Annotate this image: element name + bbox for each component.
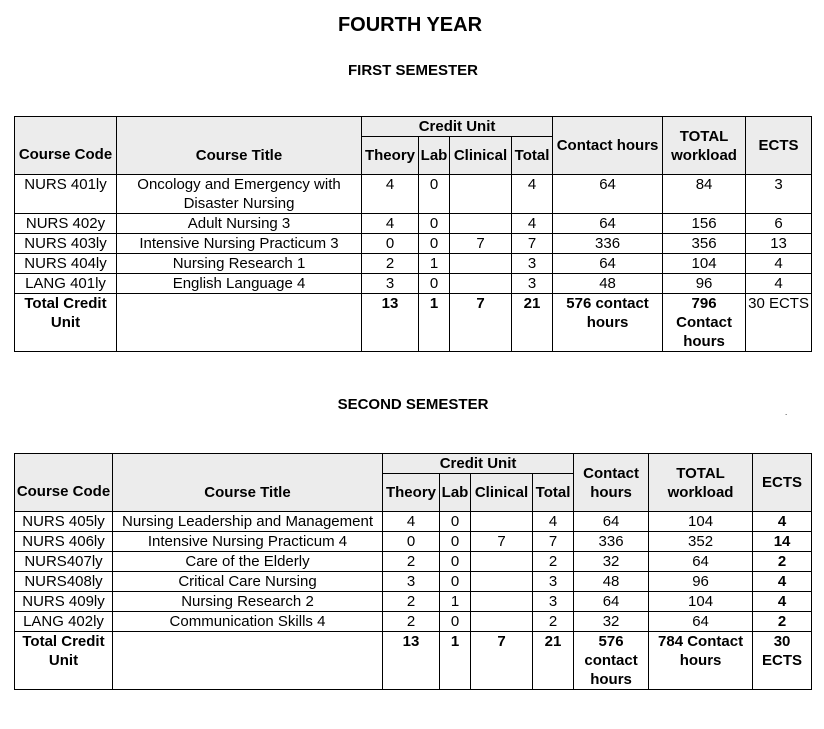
total-course-title xyxy=(117,294,362,352)
cell-theory: 0 xyxy=(383,532,440,552)
cell-contact-hours: 64 xyxy=(553,175,663,214)
header-clinical: Clinical xyxy=(471,474,533,512)
cell-total: 3 xyxy=(512,274,553,294)
cell-course-title: Nursing Research 1 xyxy=(117,254,362,274)
cell-total-workload: 104 xyxy=(649,592,753,612)
cell-lab: 0 xyxy=(440,532,471,552)
cell-total: 3 xyxy=(533,592,574,612)
cell-theory: 4 xyxy=(362,175,419,214)
cell-course-title: Adult Nursing 3 xyxy=(117,214,362,234)
second-semester-heading: SECOND SEMESTER xyxy=(337,396,489,413)
cell-lab: 0 xyxy=(440,572,471,592)
header-lab: Lab xyxy=(419,137,450,175)
cell-course-title: Care of the Elderly xyxy=(113,552,383,572)
cell-course-code: NURS 404ly xyxy=(15,254,117,274)
cell-total-workload: 96 xyxy=(663,274,746,294)
second-semester-table xyxy=(14,453,812,690)
header-course-title: Course Title xyxy=(117,117,362,175)
cell-course-title: Critical Care Nursing xyxy=(113,572,383,592)
cell-total-workload: 104 xyxy=(649,512,753,532)
total-clinical: 7 xyxy=(471,632,533,690)
table-row xyxy=(15,612,812,632)
cell-theory: 0 xyxy=(362,234,419,254)
header-clinical: Clinical xyxy=(450,137,512,175)
cell-contact-hours: 64 xyxy=(553,254,663,274)
total-clinical: 7 xyxy=(450,294,512,352)
total-ects: 30 ECTS xyxy=(753,632,812,690)
cell-theory: 2 xyxy=(383,592,440,612)
header-total: Total xyxy=(512,137,553,175)
cell-lab: 0 xyxy=(440,612,471,632)
stray-dot: . xyxy=(785,408,788,417)
cell-lab: 1 xyxy=(440,592,471,612)
cell-total: 4 xyxy=(512,175,553,214)
cell-contact-hours: 64 xyxy=(553,214,663,234)
cell-contact-hours: 32 xyxy=(574,612,649,632)
cell-theory: 4 xyxy=(362,214,419,234)
total-contact-hours: 576 contact hours xyxy=(553,294,663,352)
total-row xyxy=(15,294,812,352)
cell-total-workload: 96 xyxy=(649,572,753,592)
header-ects: ECTS xyxy=(753,454,812,512)
total-total: 21 xyxy=(512,294,553,352)
cell-theory: 2 xyxy=(362,254,419,274)
cell-contact-hours: 32 xyxy=(574,552,649,572)
header-credit-unit: Credit Unit xyxy=(383,454,574,474)
cell-ects: 6 xyxy=(746,214,812,234)
cell-total: 4 xyxy=(533,512,574,532)
total-theory: 13 xyxy=(383,632,440,690)
table-row xyxy=(15,254,812,274)
cell-total-workload: 64 xyxy=(649,552,753,572)
first-semester-heading: FIRST SEMESTER xyxy=(347,62,478,79)
cell-ects: 13 xyxy=(746,234,812,254)
cell-course-title: Intensive Nursing Practicum 3 xyxy=(117,234,362,254)
cell-total: 7 xyxy=(512,234,553,254)
cell-course-title: Communication Skills 4 xyxy=(113,612,383,632)
cell-theory: 2 xyxy=(383,612,440,632)
cell-ects: 4 xyxy=(753,592,812,612)
cell-contact-hours: 48 xyxy=(574,572,649,592)
header-course-code: Course Code xyxy=(15,117,117,175)
header-total: Total xyxy=(533,474,574,512)
page-title: FOURTH YEAR xyxy=(337,14,483,36)
cell-total: 7 xyxy=(533,532,574,552)
cell-lab: 1 xyxy=(419,254,450,274)
cell-course-code: NURS 409ly xyxy=(15,592,113,612)
header-credit-unit: Credit Unit xyxy=(362,117,553,137)
cell-ects: 4 xyxy=(753,572,812,592)
cell-contact-hours: 48 xyxy=(553,274,663,294)
total-total-workload: 784 Contact hours xyxy=(649,632,753,690)
cell-total: 2 xyxy=(533,612,574,632)
table-row xyxy=(15,214,812,234)
first-semester-table xyxy=(14,116,812,352)
table-row xyxy=(15,532,812,552)
cell-course-title: Intensive Nursing Practicum 4 xyxy=(113,532,383,552)
cell-course-code: NURS 403ly xyxy=(15,234,117,254)
total-total-workload: 796 Contact hours xyxy=(663,294,746,352)
cell-course-title: Oncology and Emergency with Disaster Nursing xyxy=(117,175,362,214)
cell-clinical xyxy=(471,572,533,592)
table-row xyxy=(15,274,812,294)
header-theory: Theory xyxy=(362,137,419,175)
cell-total: 3 xyxy=(512,254,553,274)
header-contact-hours: Contact hours xyxy=(574,454,649,512)
header-total-workload: TOTAL workload xyxy=(649,454,753,512)
cell-theory: 2 xyxy=(383,552,440,572)
cell-clinical xyxy=(471,552,533,572)
total-course-title xyxy=(113,632,383,690)
cell-total-workload: 104 xyxy=(663,254,746,274)
cell-contact-hours: 64 xyxy=(574,512,649,532)
cell-ects: 4 xyxy=(753,512,812,532)
cell-lab: 0 xyxy=(419,175,450,214)
cell-total-workload: 352 xyxy=(649,532,753,552)
header-ects: ECTS xyxy=(746,117,812,175)
cell-total-workload: 156 xyxy=(663,214,746,234)
cell-course-code: NURS408ly xyxy=(15,572,113,592)
cell-contact-hours: 64 xyxy=(574,592,649,612)
cell-course-code: LANG 402ly xyxy=(15,612,113,632)
total-total: 21 xyxy=(533,632,574,690)
table-row xyxy=(15,552,812,572)
cell-course-title: Nursing Leadership and Management xyxy=(113,512,383,532)
cell-ects: 14 xyxy=(753,532,812,552)
cell-total-workload: 84 xyxy=(663,175,746,214)
cell-lab: 0 xyxy=(419,274,450,294)
cell-course-code: NURS 406ly xyxy=(15,532,113,552)
cell-course-code: LANG 401ly xyxy=(15,274,117,294)
table-row xyxy=(15,572,812,592)
table-row xyxy=(15,234,812,254)
cell-ects: 4 xyxy=(746,254,812,274)
cell-ects: 2 xyxy=(753,612,812,632)
header-total-workload: TOTAL workload xyxy=(663,117,746,175)
cell-clinical xyxy=(471,512,533,532)
cell-course-code: NURS407ly xyxy=(15,552,113,572)
cell-lab: 0 xyxy=(440,552,471,572)
cell-theory: 4 xyxy=(383,512,440,532)
cell-clinical xyxy=(471,612,533,632)
cell-clinical xyxy=(450,254,512,274)
table-row xyxy=(15,175,812,214)
cell-clinical xyxy=(471,592,533,612)
cell-course-code: NURS 401ly xyxy=(15,175,117,214)
cell-theory: 3 xyxy=(362,274,419,294)
total-theory: 13 xyxy=(362,294,419,352)
cell-ects: 4 xyxy=(746,274,812,294)
cell-ects: 3 xyxy=(746,175,812,214)
table-row xyxy=(15,592,812,612)
total-ects: 30 ECTS xyxy=(746,294,812,352)
cell-clinical xyxy=(450,274,512,294)
total-course-code: Total Credit Unit xyxy=(15,294,117,352)
cell-ects: 2 xyxy=(753,552,812,572)
cell-lab: 0 xyxy=(419,234,450,254)
header-course-code: Course Code xyxy=(15,454,113,512)
cell-total: 4 xyxy=(512,214,553,234)
total-course-code: Total Credit Unit xyxy=(15,632,113,690)
cell-course-code: NURS 402y xyxy=(15,214,117,234)
cell-total: 2 xyxy=(533,552,574,572)
cell-lab: 0 xyxy=(440,512,471,532)
header-contact-hours: Contact hours xyxy=(553,117,663,175)
total-row xyxy=(15,632,812,690)
cell-contact-hours: 336 xyxy=(553,234,663,254)
cell-total-workload: 64 xyxy=(649,612,753,632)
cell-clinical xyxy=(450,175,512,214)
cell-theory: 3 xyxy=(383,572,440,592)
total-lab: 1 xyxy=(440,632,471,690)
header-lab: Lab xyxy=(440,474,471,512)
table-row xyxy=(15,512,812,532)
cell-total: 3 xyxy=(533,572,574,592)
cell-clinical: 7 xyxy=(471,532,533,552)
cell-course-title: Nursing Research 2 xyxy=(113,592,383,612)
cell-clinical: 7 xyxy=(450,234,512,254)
total-contact-hours: 576 contact hours xyxy=(574,632,649,690)
cell-clinical xyxy=(450,214,512,234)
cell-contact-hours: 336 xyxy=(574,532,649,552)
cell-course-code: NURS 405ly xyxy=(15,512,113,532)
header-course-title: Course Title xyxy=(113,454,383,512)
cell-total-workload: 356 xyxy=(663,234,746,254)
cell-course-title: English Language 4 xyxy=(117,274,362,294)
header-theory: Theory xyxy=(383,474,440,512)
cell-lab: 0 xyxy=(419,214,450,234)
total-lab: 1 xyxy=(419,294,450,352)
